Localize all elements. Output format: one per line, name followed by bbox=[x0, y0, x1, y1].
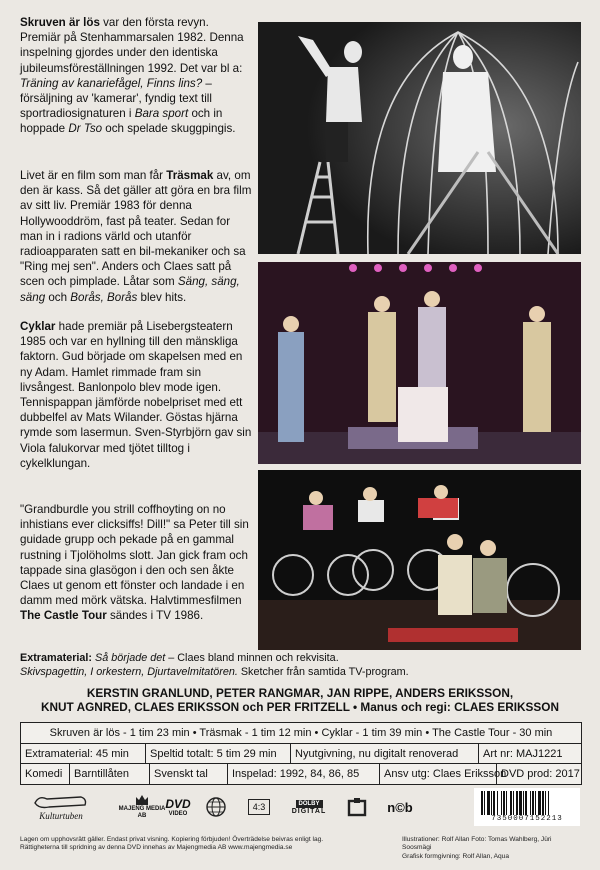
text: Livet är en film som man får bbox=[20, 169, 167, 182]
photo-ensemble bbox=[258, 262, 581, 464]
title-trasmak: Träsmak bbox=[166, 169, 214, 182]
dolby-digital-logo bbox=[284, 788, 334, 826]
paragraph-skruven bbox=[20, 15, 252, 137]
release-cell: Nyutgivning, nu digitalt renoverad bbox=[290, 744, 478, 764]
barcode-bar bbox=[516, 791, 518, 815]
barcode-bar bbox=[513, 791, 514, 815]
cast-credits bbox=[20, 686, 580, 714]
text-column bbox=[20, 168, 252, 305]
barcode-bar bbox=[493, 791, 495, 815]
frame-icon bbox=[346, 797, 368, 817]
dvd-text: DVD bbox=[165, 797, 191, 811]
barcode-bar bbox=[497, 791, 498, 815]
dolby-text: DOLBY bbox=[296, 800, 323, 808]
aspect-ratio-text: 4:3 bbox=[248, 799, 271, 815]
barcode-bar bbox=[510, 791, 512, 815]
legal-right bbox=[402, 836, 582, 861]
barcode-bar bbox=[487, 791, 490, 815]
legal-line-1: Lagen om upphovsrätt gäller. Endast privat visning. Kopiering förbjuden! Överträdelse beivras enligt lag. bbox=[20, 836, 324, 843]
text: och bbox=[45, 290, 71, 304]
italic-text: Dr Tso bbox=[68, 122, 103, 136]
photo-cyclists-drawing bbox=[258, 470, 581, 650]
barcode-bar bbox=[535, 791, 536, 815]
barcode-bar bbox=[538, 791, 541, 815]
ncb-text: n©b bbox=[387, 799, 413, 815]
info-row-meta bbox=[21, 763, 581, 784]
barcode-bar bbox=[525, 791, 527, 815]
runtimes-cell: Skruven är lös - 1 tim 23 min • Träsmak - 1 tim 12 min • Cyklar - 1 tim 39 min • The Castle Tour - 30 min bbox=[49, 727, 553, 739]
region-globe-icon bbox=[202, 788, 230, 826]
photo-birdcage-drawing bbox=[258, 22, 581, 254]
paragraph-cyklar bbox=[20, 319, 252, 471]
cast-line-2: KNUT AGNRED, CLAES ERIKSSON och PER FRITZELL • Manus och regi: CLAES ERIKSSON bbox=[41, 700, 559, 714]
text: var den första revyn. Premiär på Stenhammarsalen 1982. Denna inspelning gjordes under den identiska jubileumsföreställningen 1992. Det var bl a: bbox=[20, 16, 244, 75]
italic-text: Skivspagettin, I orkestern, Djurtavelmitatören. bbox=[20, 665, 238, 678]
text: Sketcher från samtida TV-program. bbox=[237, 665, 409, 678]
barcode-bar bbox=[532, 791, 534, 815]
barcode-number: 7350007152213 bbox=[491, 815, 563, 823]
extra-label: Extramaterial: bbox=[20, 652, 93, 664]
photo-birdcage bbox=[258, 22, 581, 254]
majeng-crown-icon bbox=[135, 794, 149, 806]
dvd-video-text: VIDEO bbox=[168, 811, 188, 817]
production-year-cell: DVD prod: 2017 bbox=[496, 764, 581, 784]
barcode-bar bbox=[484, 791, 485, 815]
barcode-bar bbox=[503, 791, 505, 815]
rating-cell: Barntillåten bbox=[69, 764, 149, 784]
barcode-bar bbox=[501, 791, 502, 815]
text: och spelade skuggpingis. bbox=[102, 122, 236, 136]
barcode-bar bbox=[548, 791, 549, 815]
legal-left bbox=[20, 836, 340, 853]
extra-duration-cell: Extramaterial: 45 min bbox=[25, 748, 129, 760]
text: och in hoppade bbox=[20, 107, 223, 136]
italic-text: Bara sport bbox=[134, 107, 189, 121]
credits-line-2: Grafisk formgivning: Rolf Allan, Aqua bbox=[402, 852, 510, 860]
paragraph-trasmak bbox=[20, 168, 252, 305]
text: – Claes bland minnen och rekvisita. bbox=[165, 652, 339, 664]
kulturtuben-text: Kulturtuben bbox=[39, 811, 83, 821]
text: av, om den är kass. Så det gäller att göra en bra film av sitt liv. Premiär 1983 för denna Hollywooddröm, fast på teater. Sedan for man in i radions värld och utanför radioapparaten satt en bil-mekaniker och sa "Ring mej sen". Anders och Claes satt på scen och pimplade. Låtar som bbox=[20, 169, 252, 289]
article-number-cell: Art nr: MAJ1221 bbox=[478, 744, 581, 764]
text-column bbox=[20, 319, 252, 471]
kulturtuben-logo bbox=[26, 788, 96, 826]
legal-line-2: Rättigheterna till spridning av denna DVD innehas av Majengmedia AB www.majengmedia.se bbox=[20, 844, 293, 852]
credits-line-1: Illustrationer: Rolf Allan Foto: Tomas Wahlberg, Jüri Soosmägi bbox=[402, 836, 552, 852]
italic-text: Borås, Borås bbox=[70, 290, 138, 304]
italic-text: Säng, säng, säng bbox=[20, 275, 240, 304]
barcode-bars bbox=[479, 791, 575, 815]
title-cyklar: Cyklar bbox=[20, 320, 56, 333]
paragraph-castle-tour bbox=[20, 502, 252, 624]
italic-text: Träning av kanariefågel, Finns lins? bbox=[20, 76, 203, 90]
ncb-logo bbox=[380, 788, 420, 826]
barcode-bar bbox=[542, 791, 544, 815]
extra-line-1 bbox=[20, 652, 580, 666]
title-castle-tour: The Castle Tour bbox=[20, 609, 107, 623]
text: hade premiär på Lisebergsteatern 1985 och var en hyllning till den mänskliga faktorn. Gud började om skapelsen med en ny Adam. Hamlet rimmade fram sin livsångest. Banlonpolo blev mode igen. Tennispappan jämförde nobelpriset med ett dubbelfel av Mats Wilander. Göstas hjärna rymde som lasermun. Sven-Styrbjörn gav sin Viola falukorvar med tjötet tilltog i cykelklungan. bbox=[20, 320, 252, 470]
barcode-bar bbox=[491, 791, 492, 815]
language-cell: Svenskt tal bbox=[149, 764, 227, 784]
text: "Grandburdle you strill coffhoyting on no inhistians ever clicksiffs! Dill!" sa Peter till sin guidade grupp och pekade på en gammal rustning i Tjolöholms slott. Jan gick fram och tappade sina glasögon i den och sen åkte Claes ut genom ett fönster och landade i en damm med mörk vätska. Halvtimmesfilmen bbox=[20, 503, 249, 608]
frame-logo-icon bbox=[342, 788, 372, 826]
barcode-bar bbox=[481, 791, 483, 815]
photo-cyclists bbox=[258, 470, 581, 650]
title-skruven: Skruven är lös bbox=[20, 16, 100, 29]
info-table bbox=[20, 722, 582, 785]
recorded-cell: Inspelad: 1992, 84, 86, 85 bbox=[227, 764, 379, 784]
text-column bbox=[20, 15, 252, 137]
text-column bbox=[20, 502, 252, 624]
extra-material bbox=[20, 652, 580, 679]
photo-ensemble-drawing bbox=[258, 262, 581, 464]
barcode-bar bbox=[530, 791, 531, 815]
text: sändes i TV 1986. bbox=[106, 609, 204, 623]
barcode-bar bbox=[519, 791, 522, 815]
text: blev hits. bbox=[137, 290, 187, 304]
info-row-details bbox=[21, 743, 581, 764]
globe-icon bbox=[205, 796, 227, 818]
text: – försäljning av 'kamerar', fyndig text till sportradiosignaturen i bbox=[20, 76, 212, 121]
barcode-bar bbox=[545, 791, 546, 815]
extra-line-2 bbox=[20, 666, 580, 680]
dolby-digital-text: DIGITAL bbox=[291, 807, 327, 815]
kulturtuben-tube-icon bbox=[33, 793, 89, 811]
barcode-bar bbox=[523, 791, 524, 815]
info-row-runtimes bbox=[21, 723, 581, 743]
barcode bbox=[474, 788, 580, 826]
majeng-text: MAJENG MEDIA AB bbox=[118, 806, 166, 819]
barcode-bar bbox=[506, 791, 507, 815]
total-runtime-cell: Speltid totalt: 5 tim 29 min bbox=[145, 744, 290, 764]
logo-row bbox=[20, 788, 580, 826]
cast-line-1: KERSTIN GRANLUND, PETER RANGMAR, JAN RIPPE, ANDERS ERIKSSON, bbox=[86, 686, 514, 700]
genre-cell: Komedi bbox=[25, 768, 63, 780]
publisher-cell: Ansv utg: Claes Eriksson bbox=[379, 764, 496, 784]
italic-text: Så började det bbox=[92, 652, 166, 664]
aspect-ratio-badge bbox=[244, 788, 274, 826]
dvd-video-logo bbox=[158, 788, 198, 826]
